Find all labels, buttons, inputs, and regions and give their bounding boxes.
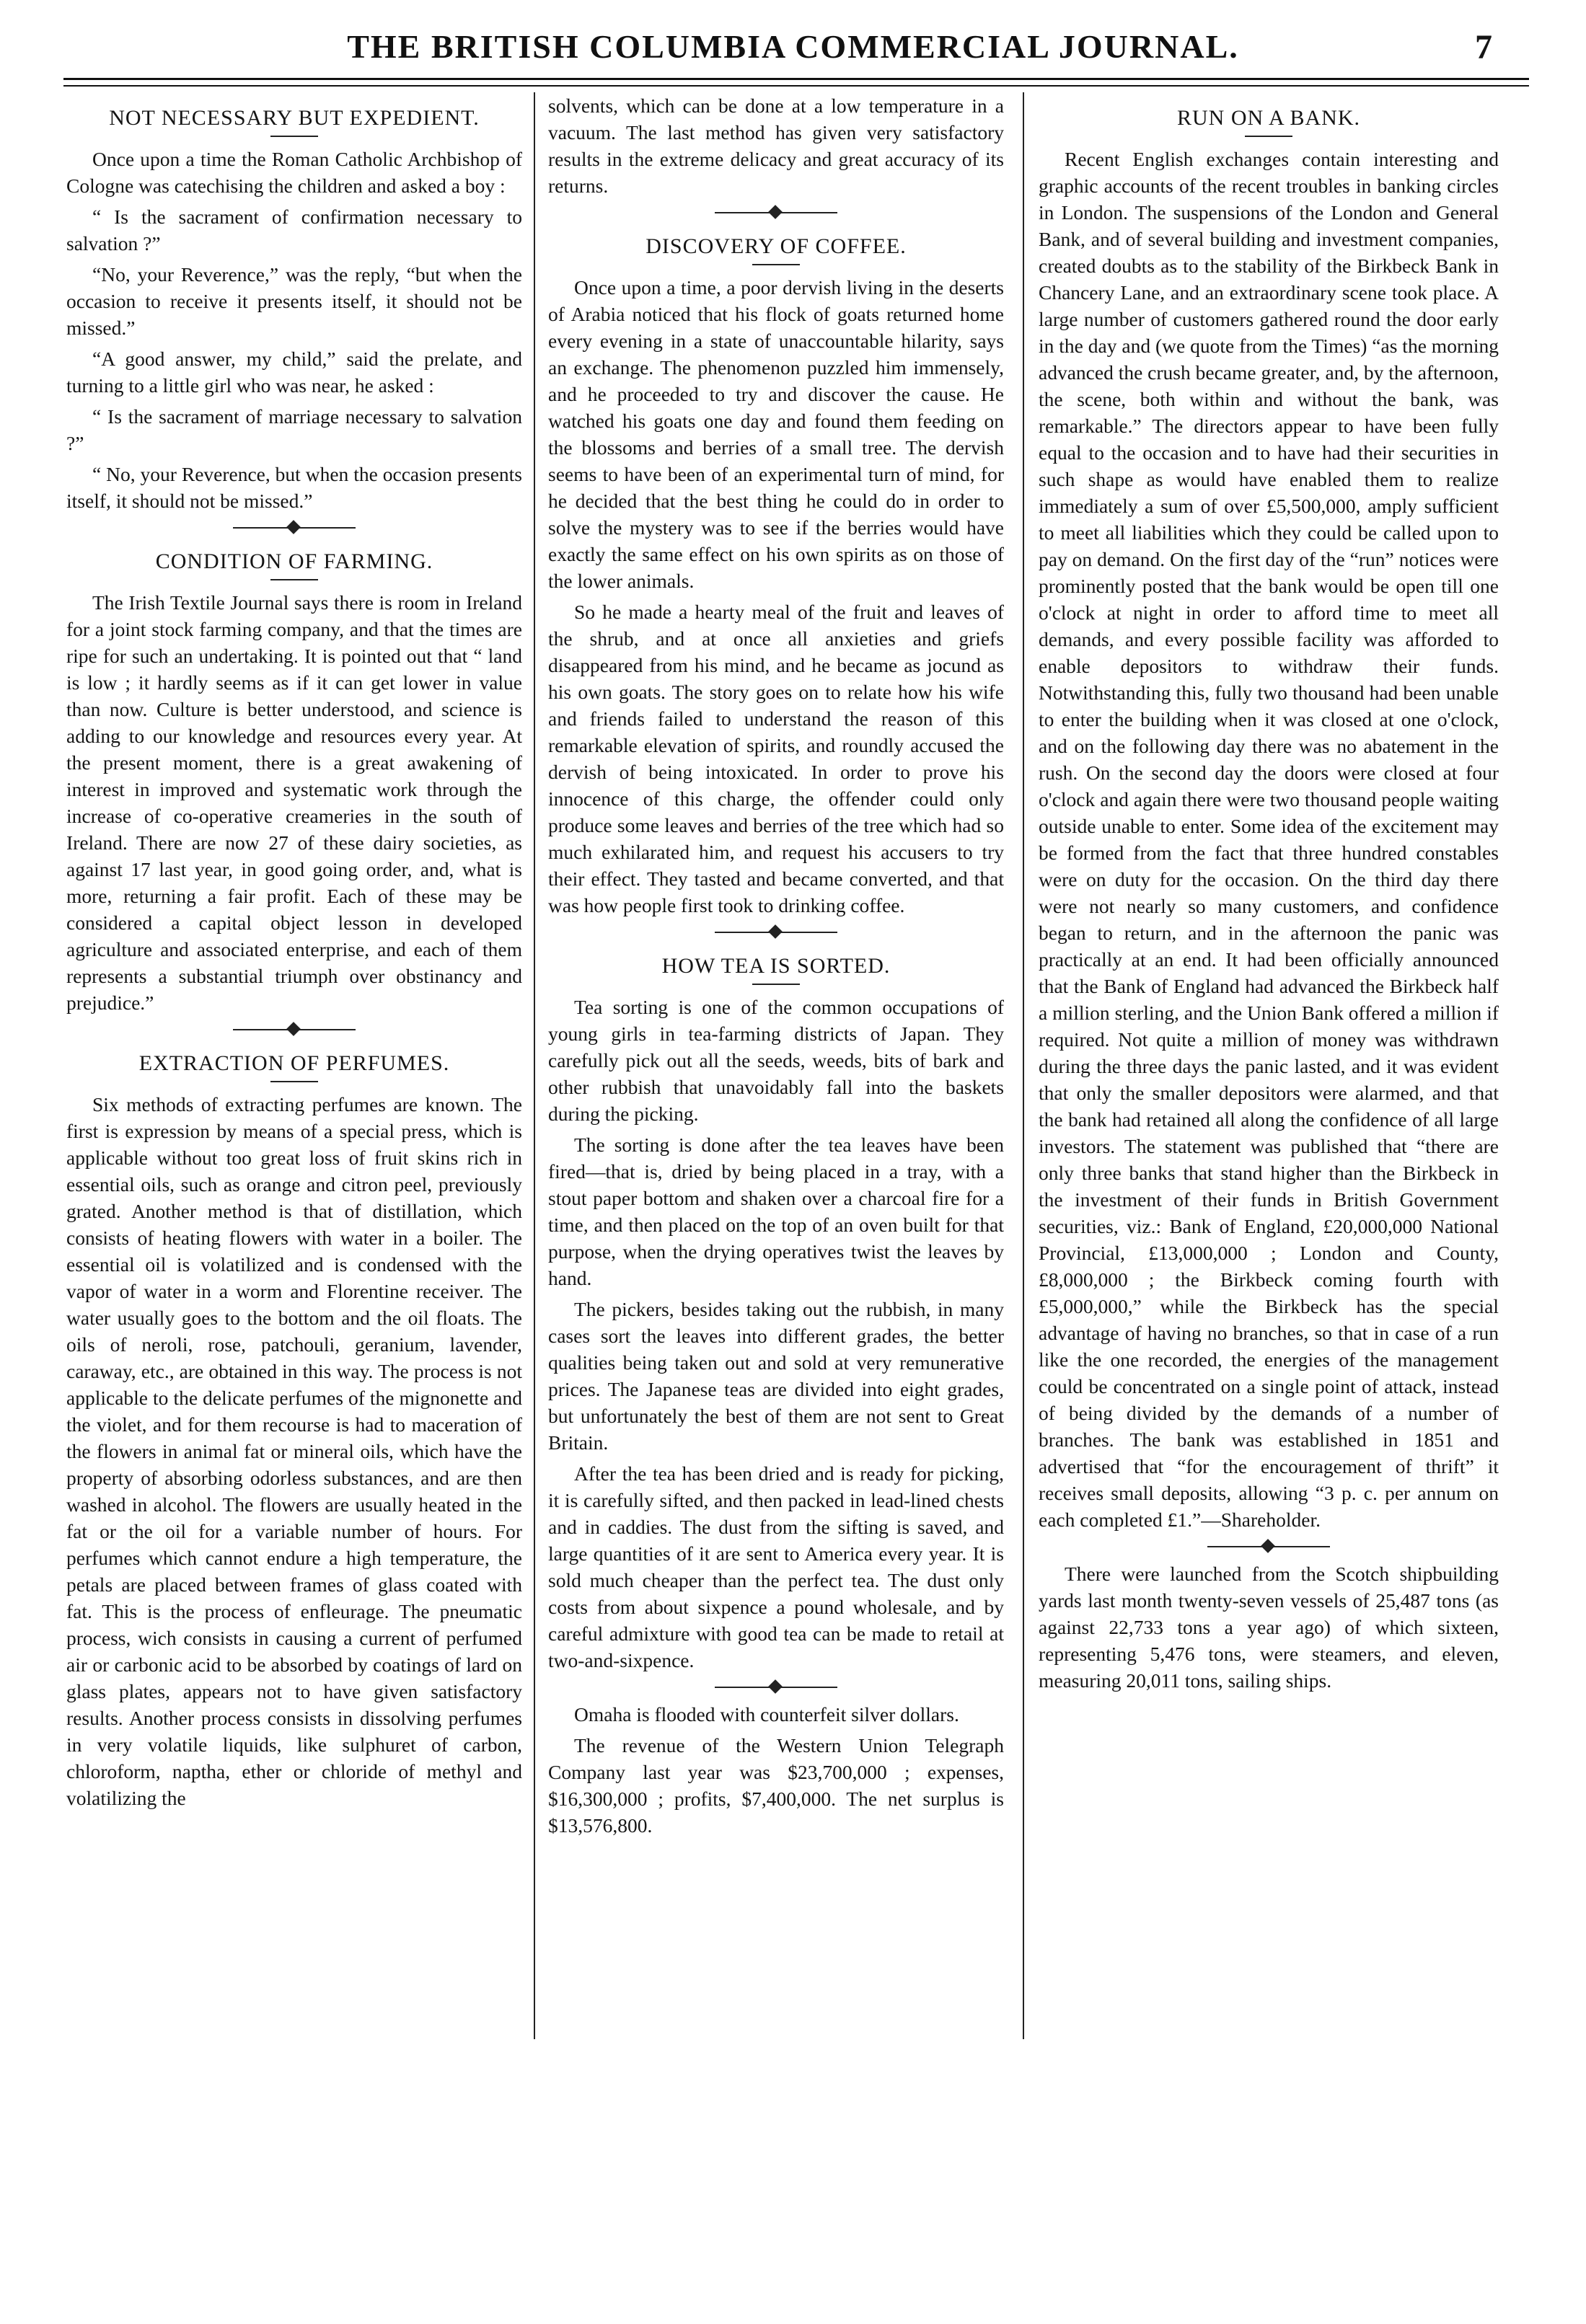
masthead [0,27,1586,78]
article-separator [1207,1539,1330,1555]
page-number: 7 [1475,28,1492,66]
paragraph: “No, your Reverence,” was the reply, “but when the occasion to receive it presents itself, it should not be missed.” [66,263,522,339]
paragraph: There were launched from the Scotch shipbuilding yards last month twenty-seven vessels of 25,487 tons (as against 22,733 tons a year ago) of which sixteen, representing 5,476 tons, were steamers, and eleven, measuring 20,011 tons, sailing ships. [1039,1563,1499,1692]
paragraph: “A good answer, my child,” said the prelate, and turning to a little girl who was near, he asked : [66,348,522,397]
article-separator [233,1022,356,1038]
column-middle [548,92,1004,2299]
header-rule [63,78,1529,80]
heading-rule [752,264,800,265]
paragraph: Tea sorting is one of the common occupations of young girls in tea-farming districts of Japan. They carefully pick out all the seeds, weeds, bits of bark and other rubbish that unavoidably fall into the baskets during the picking. [548,996,1004,1125]
article-separator [233,520,356,536]
article-heading: HOW TEA IS SORTED. [661,954,891,978]
column-left [66,92,522,2299]
article-heading: RUN ON A BANK. [1176,106,1361,130]
heading-rule [1245,136,1292,137]
heading-rule [270,579,318,580]
journal-title: THE BRITISH COLUMBIA COMMERCIAL JOURNAL. [347,28,1239,65]
paragraph: solvents, which can be done at a low temperature in a vacuum. The last method has given very satisfactory results in the extreme delicacy and great accuracy of its returns. [548,94,1004,197]
paragraph: Six methods of extracting perfumes are known. The first is expression by means of a special press, which is applicable without too great loss of fruit skins rich in essential oils, such as orange and citron peel, previously grated. Another method is that of distillation, which consists of heating flowers with water in a boiler. The essential oil is volatilized and is condensed with the vapor of water in a worm and Florentine receiver. The water usually goes to the bottom and the oil floats. The oils of neroli, rose, patchouli, geranium, lavender, caraway, etc., are obtained in this way. The process is not applicable to the delicate perfumes of the mignonette and the violet, and for them recourse is had to maceration of the flowers in animal fat or mineral oils, which have the property of absorbing odorless substances, and are then washed in alcohol. The flowers are usually heated in the fat or the oil for a variable number of hours. For perfumes which cannot endure a high temperature, the petals are placed between frames of glass coated with fat. This is the process of enfleurage. The pneumatic process, wich consists in causing a current of perfumed air or carbonic acid to be absorbed by coatings of lard on glass plates, appears not to have given satisfactory results. Another process consists in dissolving perfumes in very volatile liquids, like sulphuret of carbon, chloroform, naptha, ether or chloride of methyl and volatilizing the [66,1093,522,1809]
column-right [1039,92,1499,2299]
heading-rule [270,1081,318,1082]
article-heading: EXTRACTION OF PERFUMES. [138,1051,450,1075]
paragraph: Recent English exchanges contain interesting and graphic accounts of the recent troubles in banking circles in London. The suspensions of the London and General Bank, and of several building and investment companies, created doubts as to the stability of the Birkbeck Bank in Chancery Lane, and an extraordinary scene took place. A large number of customers gathered round the door early in the day and (we quote from the Times) “as the morning advanced the crush became greater, and, by the afternoon, the scene, both within and without the bank, was remarkable.” The directors appear to have been fully equal to the occasion and to have had their securities in such shape as would have enabled them to realize immediately a sum of over £5,500,000, amply sufficient to meet all liabilities which they could be called upon to pay on demand. On the first day of the “run” notices were prominently posted that the bank would be open till one o'clock at night in order to afford time to meet all demands, and every possible facility was afforded to enable depositors to withdraw their funds. Notwithstanding this, fully two thousand had been unable to enter the building when it was closed at one o'clock, and on the following day there was no abatement in the rush. On the second day the doors were closed at four o'clock and again there were two thousand people waiting outside unable to enter. Some idea of the excitement may be formed from the fact that three hundred constables were on duty for the occasion. On the third day there were not nearly so many customers, and confidence began to return, and in the afternoon the panic was practically at an end. It had been officially announced that the Bank of England had advanced the Birkbeck half a million sterling, and the Union Bank offered a million if required. Not quite a million of money was withdrawn during the three days the panic lasted, and it was evident that only the smaller depositors were alarmed, and that the bank had retained all along the confidence of all large investors. The statement was published that “there are only three banks that stand higher than the Birkbeck in the investment of their funds in British Government securities, viz.: Bank of England, £20,000,000 National Provincial, £13,000,000 ; London and County, £8,000,000 ; the Birkbeck coming fourth with £5,000,000,” while the Birkbeck has the special advantage of having no branches, so that in case of a run like the one recorded, the energies of the management could be concentrated on a single point of attack, instead of being divided by the demands of a number of branches. The bank was established in 1851 and advertised that “for the encouragement of thrift” it receives small deposits, allowing “3 p. c. per annum on each completed £1.”—Shareholder. [1039,148,1499,1531]
article-separator [715,1679,837,1695]
paragraph: Once upon a time, a poor dervish living in the deserts of Arabia noticed that his flock of goats returned home every evening in a state of unaccountable hilarity, says an exchange. The phenomenon puzzled him immensely, and he proceeded to try and discover the cause. He watched his goats one day and found them feeding on the blossoms and berries of a small tree. The dervish seems to have been of an experimental turn of mind, for he decided that the best thing he could do in order to solve the mystery was to see if the berries would have exactly the same effect on his own spirits as on those of the lower animals. [548,276,1004,592]
paragraph: The Irish Textile Journal says there is room in Ireland for a joint stock farming company, and that the times are ripe for such an undertaking. It is pointed out that “ land is low ; it hardly seems as if it can get lower in value than now. Culture is better understood, and science is adding to our knowledge and resources every year. At the present moment, there is a great awakening of interest in improved and systematic work through the increase of co-operative creameries in the south of Ireland. There are now 27 of these dairy societies, as against 17 last year, in good going order, and, what is more, returning a fair profit. Each of these may be considered a capital object lesson in developed agriculture and associated enterprise, and each of them represents a substantial triumph over obstinancy and prejudice.” [66,591,522,1014]
paragraph: So he made a hearty meal of the fruit and leaves of the shrub, and at once all anxieties and griefs disappeared from his mind, and he became as jocund as his own goats. The story goes on to relate how his wife and friends failed to understand the reason of this remarkable elevation of spirits, and roundly accused the dervish of being intoxicated. In order to prove his innocence of this charge, the offender could only produce some leaves and berries of the tree which had so much exhilarated him, and request his accusers to try their effect. They tasted and became converted, and that was how people first took to drinking coffee. [548,601,1004,916]
article-separator [715,205,837,221]
article-heading: DISCOVERY OF COFFEE. [646,234,907,258]
paragraph: After the tea has been dried and is ready for picking, it is carefully sifted, and then packed in lead-lined chests and in caddies. The dust from the sifting is saved, and large quantities of it are sent to America every year. It is sold much cheaper than the perfect tea. The dust only costs from about sixpence a pound wholesale, and by careful admixture with good tea can be made to retail at two-and-sixpence. [548,1462,1004,1671]
paragraph: The sorting is done after the tea leaves have been fired—that is, dried by being placed in a tray, with a stout paper bottom and shaken over a charcoal fire for a time, and then placed on the top of an oven built for that purpose, when the drying operatives twist the leaves by hand. [548,1134,1004,1289]
header-rule-thin [63,85,1529,87]
article-heading: NOT NECESSARY BUT EXPEDIENT. [109,106,480,130]
paragraph: Once upon a time the Roman Catholic Archbishop of Cologne was catechising the children and asked a boy : [66,148,522,197]
paragraph: Omaha is flooded with counterfeit silver dollars. [574,1703,959,1726]
paragraph: “ Is the sacrament of confirmation necessary to salvation ?” [66,206,522,255]
heading-rule [270,136,318,137]
paragraph: The revenue of the Western Union Telegraph Company last year was $23,700,000 ; expenses, $16,300,000 ; profits, $7,400,000. The net surplus is $13,576,800. [548,1734,1004,1837]
article-heading: CONDITION OF FARMING. [155,549,433,573]
paragraph: “ Is the sacrament of marriage necessary to salvation ?” [66,405,522,454]
column-divider [1023,92,1024,2039]
column-divider [534,92,535,2039]
heading-rule [752,984,800,985]
paragraph: “ No, your Reverence, but when the occasion presents itself, it should not be missed.” [66,463,522,512]
paragraph: The pickers, besides taking out the rubbish, in many cases sort the leaves into different grades, the better qualities being taken out and sold at very remunerative prices. The Japanese teas are divided into eight grades, but unfortunately the best of them are not sent to Great Britain. [548,1298,1004,1454]
article-separator [715,924,837,940]
